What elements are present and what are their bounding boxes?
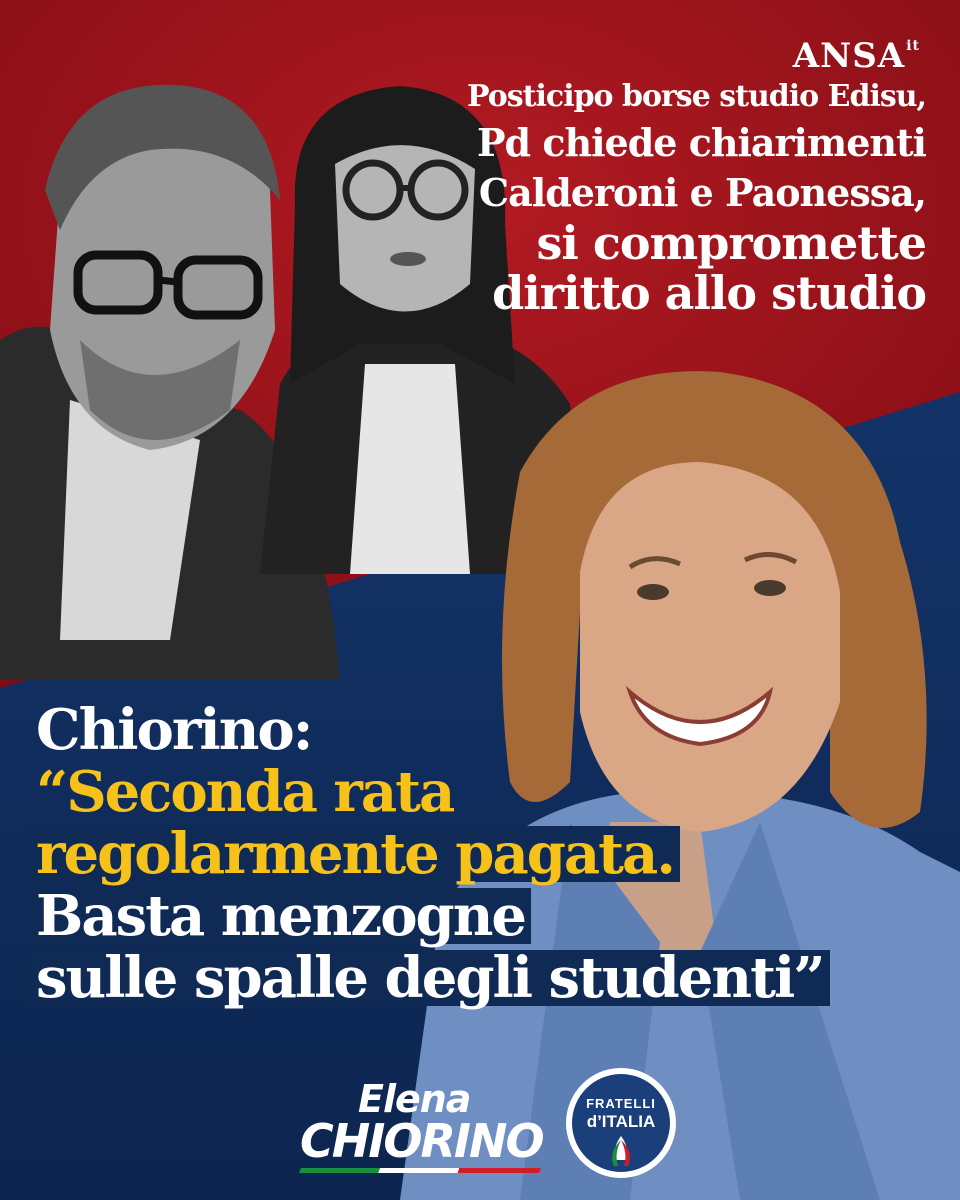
- italian-flag-stripe: [299, 1168, 541, 1173]
- quote-line: regolarmente pagata.: [30, 826, 680, 882]
- signature-last-name: CHIORINO: [300, 1114, 543, 1168]
- party-logo-circle: [572, 1074, 670, 1172]
- news-line: Calderoni e Paonessa,: [478, 170, 926, 215]
- news-line: si compromette: [536, 216, 926, 270]
- news-line: Pd chiede chiarimenti: [476, 120, 926, 165]
- quote-block: [30, 697, 830, 1012]
- ansa-logo: [793, 36, 920, 76]
- party-logo-line1: FRATELLI: [586, 1096, 656, 1111]
- signature-logo: [300, 1077, 543, 1173]
- ansa-logo-suffix: it: [906, 38, 920, 54]
- ansa-logo-text: ANSA: [792, 36, 906, 76]
- news-line: Posticipo borse studio Edisu,: [467, 79, 926, 114]
- news-headline: [467, 79, 926, 320]
- signature-first-name: Elena: [358, 1077, 471, 1121]
- quote-line: “Seconda rata: [36, 759, 454, 825]
- party-logo: [566, 1068, 676, 1178]
- news-line: diritto allo studio: [492, 266, 926, 320]
- quote-line: Basta menzogne: [30, 888, 531, 944]
- flame-icon: [572, 1074, 670, 1172]
- quote-speaker: Chiorino:: [36, 697, 312, 763]
- party-logo-line2: d’ITALIA: [586, 1112, 656, 1131]
- quote-line: sulle spalle degli studenti”: [30, 950, 830, 1006]
